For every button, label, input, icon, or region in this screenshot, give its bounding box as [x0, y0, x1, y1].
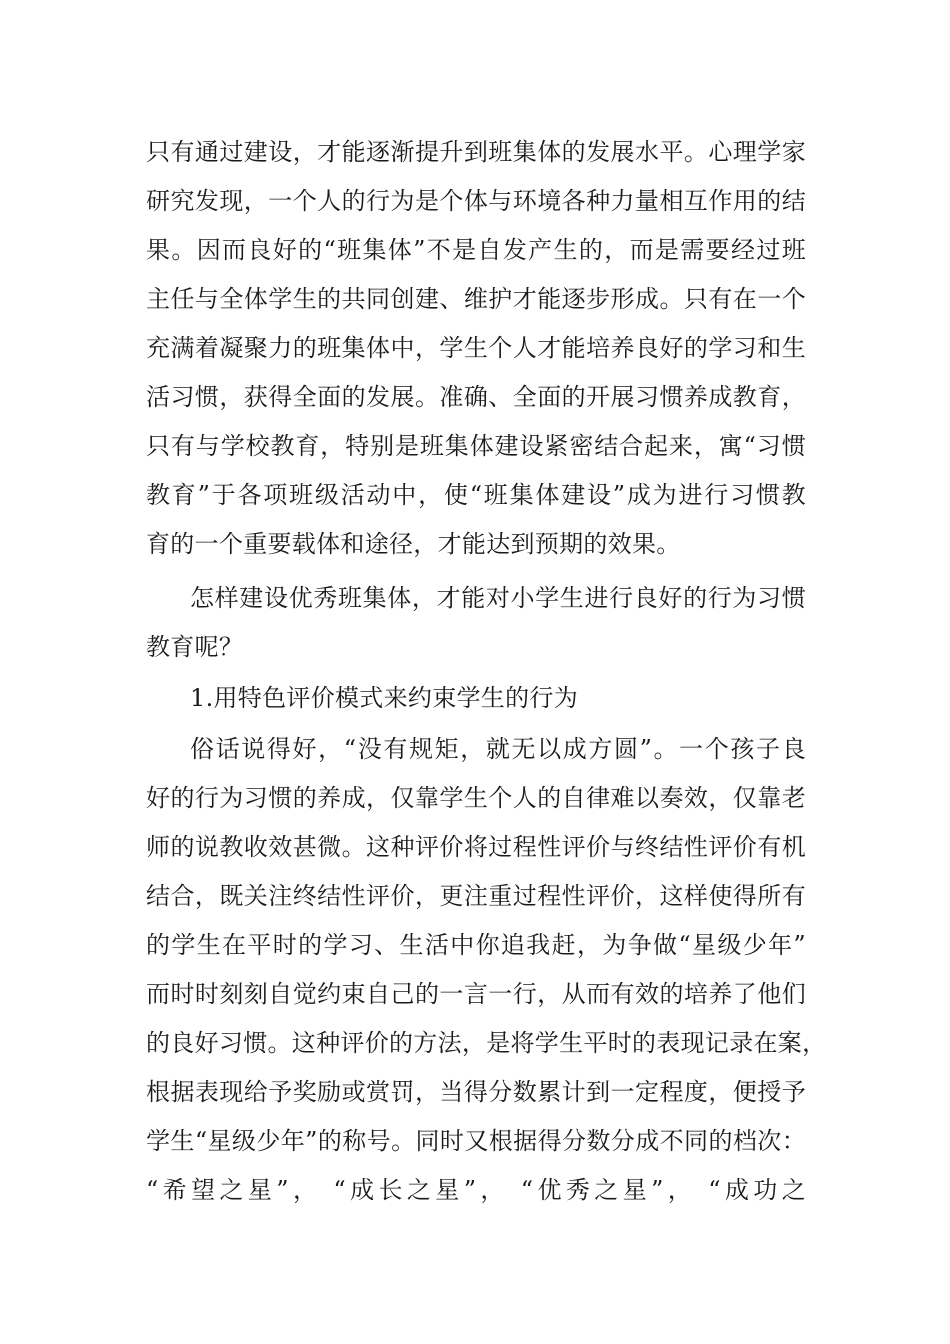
paragraph-first-line: 俗话说得好，“没有规矩，就无以成方圆”。一个孩子良: [190, 735, 806, 763]
body-text-line: 活习惯，获得全面的发展。准确、全面的开展习惯养成教育，: [146, 383, 806, 411]
paragraph-first-line: 怎样建设优秀班集体，才能对小学生进行良好的行为习惯: [190, 584, 806, 612]
body-text-line: 只有与学校教育，特别是班集体建设紧密结合起来，寓“习惯: [146, 432, 806, 460]
body-text-line: 根据表现给予奖励或赏罚，当得分数累计到一定程度，便授予: [146, 1078, 806, 1106]
body-text-line: 的良好习惯。这种评价的方法，是将学生平时的表现记录在案，: [146, 1029, 827, 1057]
body-text-line: 结合，既关注终结性评价，更注重过程性评价，这样使得所有: [146, 882, 806, 910]
body-text-line: 充满着凝聚力的班集体中，学生个人才能培养良好的学习和生: [146, 334, 806, 362]
body-text-line: 的学生在平时的学习、生活中你追我赶，为争做“星级少年”: [146, 931, 806, 959]
body-text-line: 果。因而良好的“班集体”不是自发产生的，而是需要经过班: [146, 236, 806, 264]
body-text-line: 学生“星级少年”的称号。同时又根据得分数分成不同的档次：: [146, 1127, 806, 1155]
body-text-line: 好的行为习惯的养成，仅靠学生个人的自律难以奏效，仅靠老: [146, 784, 806, 812]
body-text-line: 主任与全体学生的共同创建、维护才能逐步形成。只有在一个: [146, 285, 806, 313]
body-text-line: 只有通过建设，才能逐渐提升到班集体的发展水平。心理学家: [146, 138, 806, 166]
body-text-line: 教育”于各项班级活动中，使“班集体建设”成为进行习惯教: [146, 481, 806, 509]
body-text-line: “希望之星”， “成长之星”， “优秀之星”， “成功之: [146, 1176, 806, 1204]
body-text-line: 师的说教收效甚微。这种评价将过程性评价与终结性评价有机: [146, 833, 806, 861]
body-text-line: 育的一个重要载体和途径，才能达到预期的效果。: [146, 530, 681, 558]
body-text-line: 研究发现，一个人的行为是个体与环境各种力量相互作用的结: [146, 187, 806, 215]
body-text-line: 而时时刻刻自觉约束自己的一言一行，从而有效的培养了他们: [146, 980, 806, 1008]
body-text-line: 教育呢？: [146, 633, 244, 661]
section-heading: 1.用特色评价模式来约束学生的行为: [190, 684, 578, 712]
